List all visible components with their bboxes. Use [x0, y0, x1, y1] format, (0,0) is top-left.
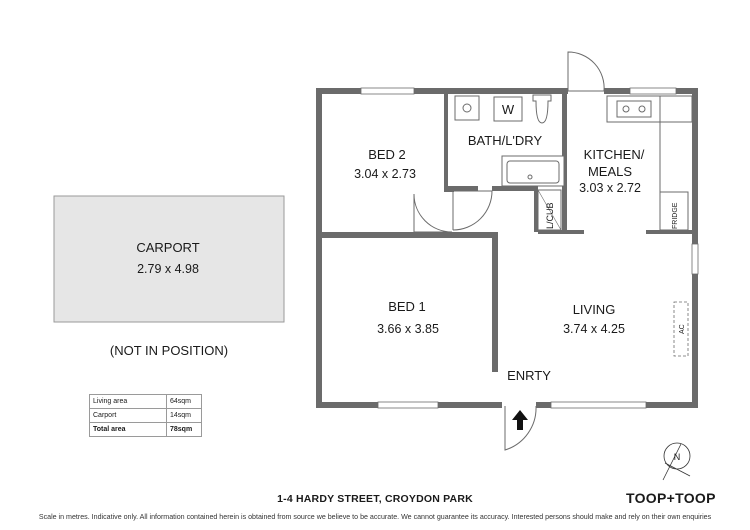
property-address: 1-4 HARDY STREET, CROYDON PARK	[277, 493, 473, 505]
door-kitchen-external	[568, 52, 604, 91]
living-dims: 3.74 x 4.25	[563, 322, 625, 336]
window-bed1	[378, 402, 438, 408]
door-bed1	[414, 194, 452, 232]
living-name: LIVING	[572, 302, 616, 317]
bed1-dims: 3.66 x 3.85	[377, 322, 439, 336]
area-value: 14sqm	[167, 409, 202, 423]
area-label: Total area	[90, 423, 167, 437]
carport-dims: 2.79 x 4.98	[137, 262, 199, 276]
fridge-label: FRIDGE	[672, 202, 679, 229]
area-label: Living area	[90, 395, 167, 409]
area-table	[89, 394, 202, 437]
carport-note: (NOT IN POSITION)	[109, 343, 229, 358]
door-bath	[453, 191, 492, 230]
entry-door	[505, 406, 536, 450]
bed2-dims: 3.04 x 2.73	[354, 167, 416, 181]
bath-name: BATH/L'DRY	[467, 133, 543, 148]
lcub-label: L/CUB	[545, 202, 555, 229]
kitchen-dims: 3.03 x 2.72	[579, 181, 641, 195]
carport-name: CARPORT	[136, 240, 200, 255]
window-living-side	[692, 244, 698, 274]
agency-logo: TOOP+TOOP	[626, 490, 716, 506]
toilet	[533, 95, 551, 123]
kitchen-name-1: KITCHEN/	[583, 147, 645, 162]
bed1-name: BED 1	[388, 299, 426, 314]
kitchen-sink	[617, 101, 651, 117]
compass-label: N	[673, 452, 681, 462]
area-value: 64sqm	[167, 395, 202, 409]
bed2-name: BED 2	[368, 147, 406, 162]
entry-label: ENRTY	[507, 368, 551, 383]
ac-label: AC	[679, 324, 686, 334]
carport-area	[54, 196, 284, 322]
disclaimer-text: Scale in metres. Indicative only. All information contained herein is obtained from source we believe to be accurate. We cannot guarantee its accuracy. Interested persons should make and rely on their own enquiries	[38, 513, 712, 521]
table-row	[90, 423, 202, 437]
compass	[663, 443, 690, 480]
table-row	[90, 395, 202, 409]
washer-label: W	[501, 102, 515, 117]
window-bed2	[361, 88, 414, 94]
table-row	[90, 409, 202, 423]
kitchen-name-2: MEALS	[587, 164, 633, 179]
area-value: 78sqm	[167, 423, 202, 437]
window-kitchen	[630, 88, 676, 94]
area-label: Carport	[90, 409, 167, 423]
window-living	[551, 402, 646, 408]
